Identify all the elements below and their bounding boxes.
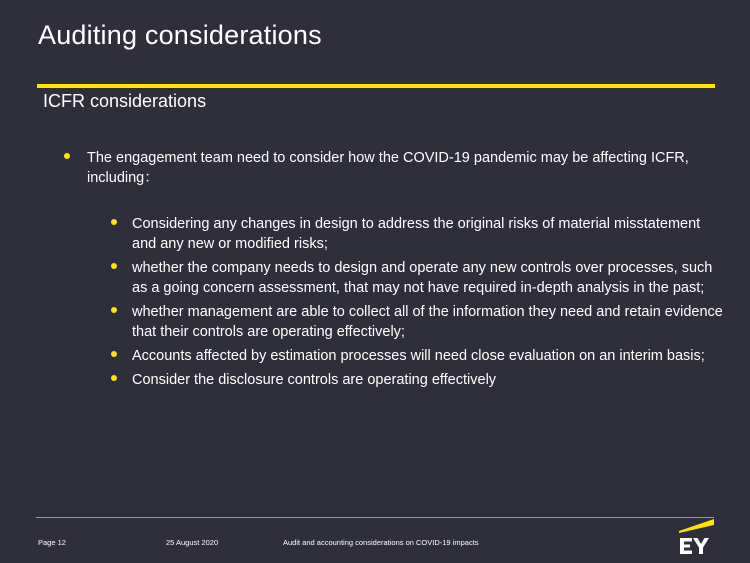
page-title: Auditing considerations [38,20,322,50]
sub-bullet [109,214,724,254]
sub-bullet-text: whether management are able to collect all of the information they need and retain evidence that their controls are operating effectively; [132,304,723,340]
main-bullet [64,148,724,390]
title-accent-rule [37,84,715,88]
bullet-list [64,148,724,394]
footer-page-number: Page 12 [38,538,66,547]
sub-bullet [109,370,724,390]
sub-bullet [109,302,724,342]
footer-date: 25 August 2020 [166,538,219,547]
bullet-dot-icon [111,351,117,357]
bullet-dot-icon [111,307,117,313]
sub-bullet [109,346,724,366]
section-subtitle: ICFR considerations [43,91,207,111]
sub-bullet-text: Consider the disclosure controls are operating effectively [132,372,497,388]
bullet-dot-icon [111,375,117,381]
bullet-dot-icon [64,153,70,159]
sub-bullet-text: Considering any changes in design to address the original risks of material misstatement and any new or modified risks; [132,216,701,252]
bullet-dot-icon [111,219,117,225]
bullet-dot-icon [111,263,117,269]
sub-bullet-text: Accounts affected by estimation processes will need close evaluation on an interim basis; [132,348,705,364]
sub-bullet-text: whether the company needs to design and operate any new controls over processes, such as a going concern assessment, that may not have required in-depth analysis in the past; [132,260,713,296]
main-bullet-text: The engagement team need to consider how the COVID-19 pandemic may be affecting ICFR, including： [87,150,689,186]
footer-doc-title: Audit and accounting considerations on COVID-19 impacts [283,538,479,547]
footer-rule [36,517,714,518]
sub-bullet [109,258,724,298]
ey-logo-icon [678,518,716,556]
sub-bullet-list [87,214,724,390]
